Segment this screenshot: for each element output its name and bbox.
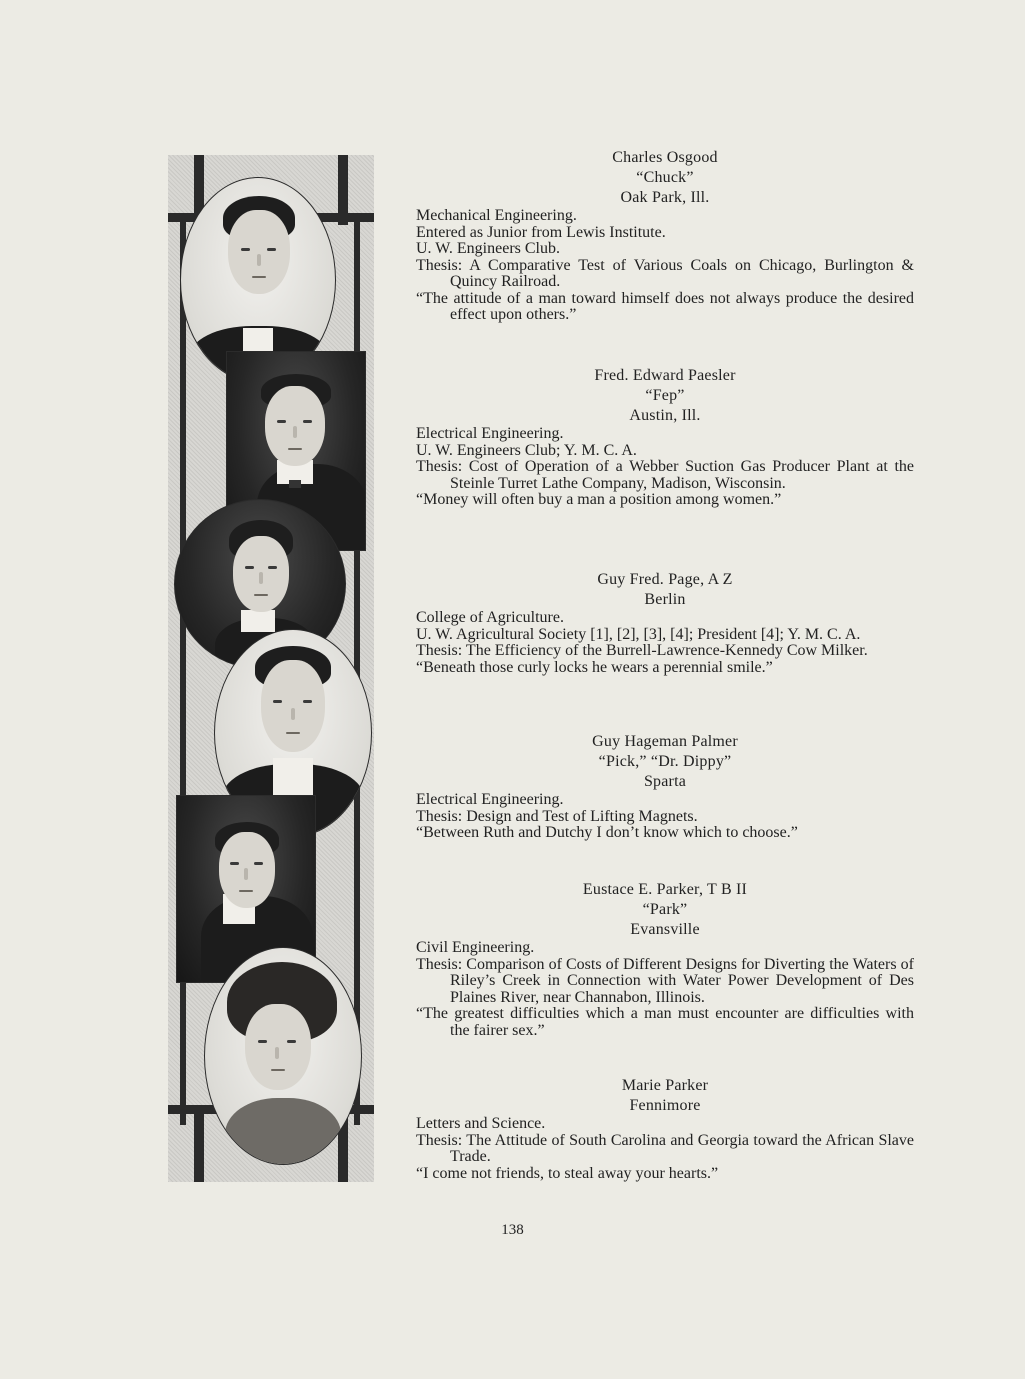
entry-thesis: Thesis: The Efficiency of the Burrell-Lawrence-Kennedy Cow Milker. <box>416 642 868 659</box>
entry-line: College of Agriculture. <box>416 609 564 626</box>
entry-hometown: Oak Park, Ill. <box>620 189 710 206</box>
entry-name: Guy Fred. Page, A Z <box>597 571 733 588</box>
entry-name: Charles Osgood <box>612 149 718 166</box>
entry-nickname: “Chuck” <box>636 169 694 186</box>
portrait-strip <box>168 155 374 1182</box>
entry-hometown: Berlin <box>644 591 686 608</box>
entry-quote: “Between Ruth and Dutchy I don’t know which to choose.” <box>416 824 798 841</box>
entry-thesis: Thesis: Design and Test of Lifting Magnets. <box>416 807 698 825</box>
entry-fred-edward-paesler <box>416 366 914 509</box>
page-number: 138 <box>501 1222 524 1238</box>
entry-line: U. W. Agricultural Society [1], [2], [3], [4]; President [4]; Y. M. C. A. <box>416 625 861 643</box>
frame-bar-left-bottom <box>194 1105 204 1182</box>
entry-line: Civil Engineering. <box>416 939 535 956</box>
entry-hometown: Fennimore <box>629 1097 701 1114</box>
entry-name: Eustace E. Parker, T B II <box>582 881 748 898</box>
entry-quote: “Money will often buy a man a position among women.” <box>416 491 782 508</box>
entry-guy-hageman-palmer <box>416 732 914 842</box>
entry-quote: “I come not friends, to steal away your hearts.” <box>416 1164 719 1182</box>
entry-nickname: “Park” <box>642 901 688 918</box>
entry-eustace-e-parker <box>416 880 914 1039</box>
entry-marie-parker <box>416 1076 914 1182</box>
entry-nickname: “Fep” <box>645 387 685 404</box>
entry-hometown: Austin, Ill. <box>629 407 701 424</box>
entry-quote: “The greatest difficulties which a man must encounter are difficulties with the fairer sex.” <box>416 1005 914 1039</box>
entry-line: Letters and Science. <box>416 1115 546 1132</box>
entry-quote: “The attitude of a man toward himself does not always produce the desired effect upon others.” <box>416 289 914 323</box>
entry-thesis: Thesis: Cost of Operation of a Webber Suction Gas Producer Plant at the Steinle Turret Lathe Company, Madison, Wisconsin. <box>416 458 914 492</box>
entry-nickname: “Pick,” “Dr. Dippy” <box>598 753 732 770</box>
entry-hometown: Evansville <box>630 921 700 938</box>
entry-name: Fred. Edward Paesler <box>594 367 736 384</box>
entry-name: Guy Hageman Palmer <box>592 733 738 750</box>
entry-line: U. W. Engineers Club; Y. M. C. A. <box>416 441 637 459</box>
entry-thesis: Thesis: Comparison of Costs of Different Designs for Diverting the Waters of Riley’s Creek in Connection with Water Power Development of Des Plaines River, near Channabon, Illinois. <box>416 955 914 1006</box>
entry-line: Electrical Engineering. <box>416 791 564 808</box>
entry-guy-fred-page <box>416 570 914 676</box>
entry-thesis: Thesis: A Comparative Test of Various Coals on Chicago, Burlington & Quincy Railroad. <box>416 256 914 290</box>
portrait-marie-parker <box>204 947 362 1165</box>
entry-line: Entered as Junior from Lewis Institute. <box>416 223 666 241</box>
entry-line: U. W. Engineers Club. <box>416 240 560 257</box>
portrait-figure <box>205 948 361 1164</box>
entry-line: Mechanical Engineering. <box>416 207 577 224</box>
entry-line: Electrical Engineering. <box>416 425 564 442</box>
entry-thesis: Thesis: The Attitude of South Carolina and Georgia toward the African Slave Trade. <box>416 1131 914 1165</box>
entry-hometown: Sparta <box>643 773 687 790</box>
entry-name: Marie Parker <box>621 1077 709 1094</box>
entry-quote: “Beneath those curly locks he wears a perennial smile.” <box>416 658 773 676</box>
entry-charles-osgood <box>416 148 914 324</box>
